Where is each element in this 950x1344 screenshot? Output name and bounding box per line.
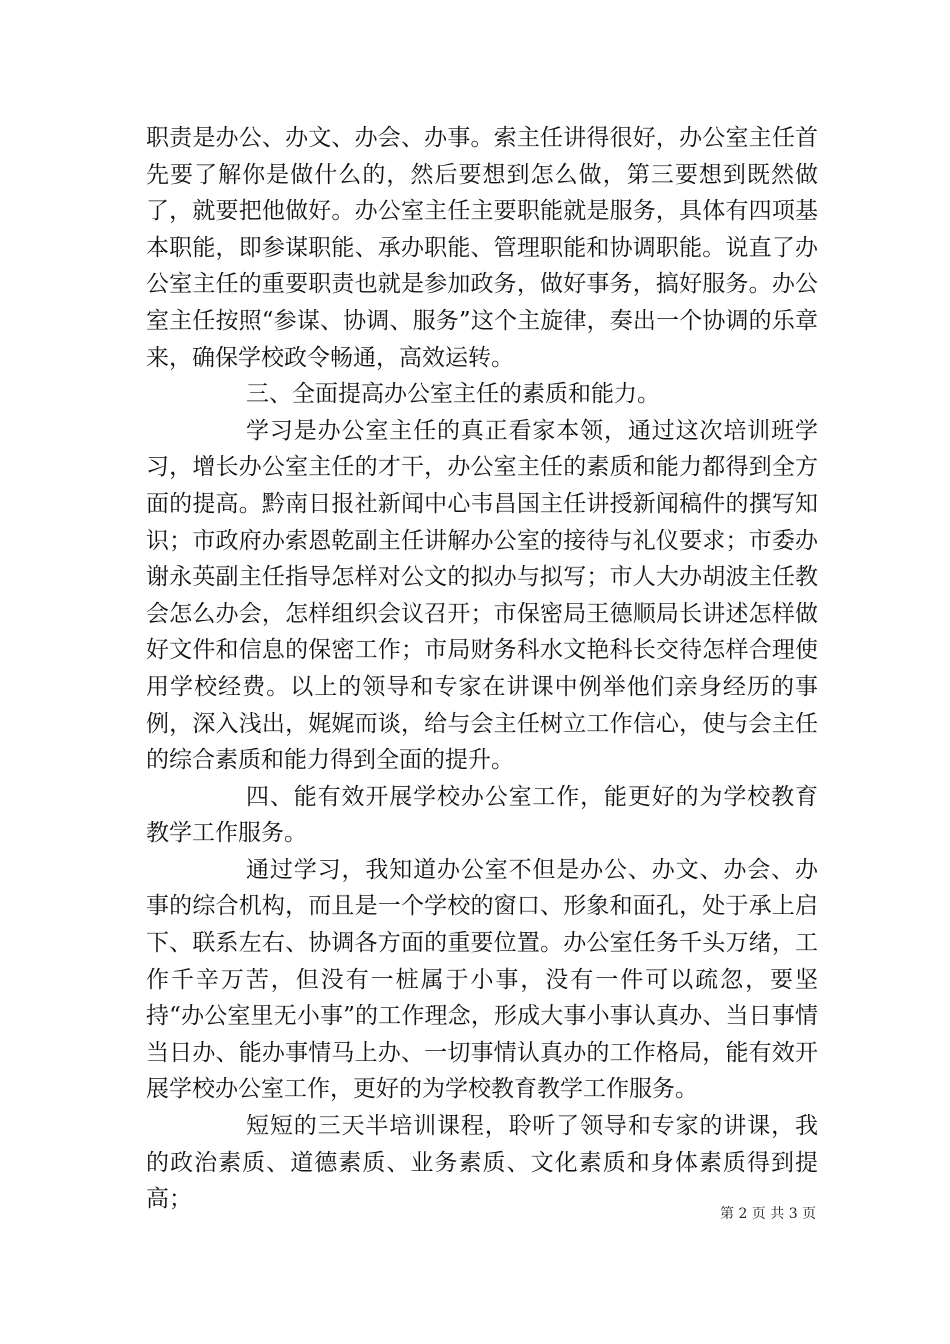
section-heading-3: 三、全面提高办公室主任的素质和能力。 <box>246 381 660 408</box>
paragraph-1: 职责是办公、办文、办会、办事。索主任讲得很好，办公室主任首先要了解你是做什么的，然后要想到怎么做，第三要想到既然做了，就要把他做好。办公室主任主要职能就是服务，具体有四项基本职能，即参谋职能、承办职能、管理职能和协调职能。说直了办公室主任的重要职责也就是参加政务，做好事务，搞好服务。办公室主任按照“参谋、协调、服务”这个主旋律，奏出一个协调的乐章来，确保学校政令畅通，高效运转。 <box>146 125 818 371</box>
section-heading-4: 四、能有效开展学校办公室工作，能更好的为学校教育教学工作服务。 <box>146 783 818 847</box>
paragraph-4: 短短的三天半培训课程，聆听了领导和专家的讲课，我的政治素质、道德素质、业务素质、文化素质和身体素质得到提高； <box>146 1113 818 1213</box>
paragraph-3: 通过学习，我知道办公室不但是办公、办文、办会、办事的综合机构，而且是一个学校的窗口、形象和面孔，处于承上启下、联系左右、协调各方面的重要位置。办公室任务千头万绪，工作千辛万苦，但没有一桩属于小事，没有一件可以疏忽，要坚持“办公室里无小事”的工作理念，形成大事小事认真办、当日事情当日办、能办事情马上办、一切事情认真办的工作格局，能有效开展学校办公室工作，更好的为学校教育教学工作服务。 <box>146 856 818 1103</box>
page-number-footer: 第 2 页 共 3 页 <box>720 1206 817 1222</box>
paragraph-2: 学习是办公室主任的真正看家本领，通过这次培训班学习，增长办公室主任的才干，办公室主任的素质和能力都得到全方面的提高。黔南日报社新闻中心韦昌国主任讲授新闻稿件的撰写知识；市政府办索恩乾副主任讲解办公室的接待与礼仪要求；市委办谢永英副主任指导怎样对公文的拟办与拟写；市人大办胡波主任教会怎么办会，怎样组织会议召开；市保密局王德顺局长讲述怎样做好文件和信息的保密工作；市局财务科水文艳科长交待怎样合理使用学校经费。以上的领导和专家在讲课中例举他们亲身经历的事例，深入浅出，娓娓而谈，给与会主任树立工作信心，使与会主任的综合素质和能力得到全面的提升。 <box>146 417 818 774</box>
document-body <box>146 120 818 1218</box>
